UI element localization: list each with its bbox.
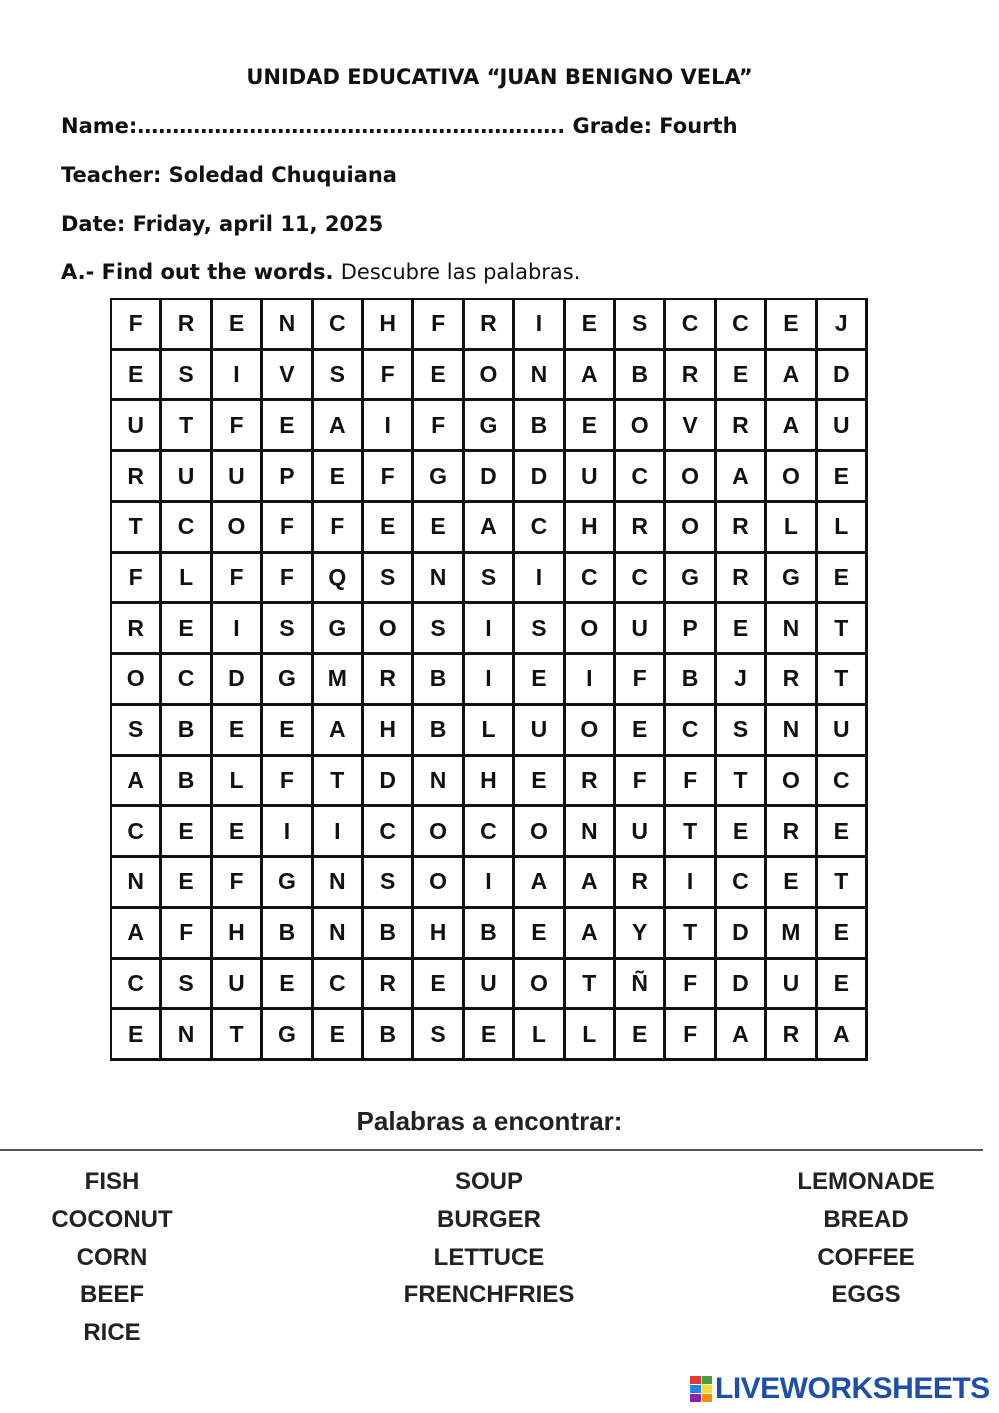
grid-cell[interactable]: F [211, 399, 262, 451]
grid-cell[interactable]: T [664, 907, 715, 959]
grid-cell[interactable]: I [463, 856, 514, 908]
word-list-item: FRENCHFRIES [403, 1281, 575, 1309]
grid-cell[interactable]: R [664, 349, 715, 401]
grid-cell[interactable]: U [816, 704, 867, 756]
grid-cell[interactable]: D [211, 653, 262, 705]
grid-cell[interactable]: P [261, 450, 312, 502]
grid-cell[interactable]: E [211, 298, 262, 350]
grid-cell[interactable]: B [664, 653, 715, 705]
grid-cell[interactable]: A [110, 755, 161, 807]
word-list-item: LETTUCE [433, 1243, 545, 1271]
grid-cell[interactable]: H [362, 704, 413, 756]
grid-cell[interactable]: B [463, 907, 514, 959]
grid-cell[interactable]: A [715, 450, 766, 502]
grid-cell[interactable]: N [160, 1008, 211, 1060]
grid-cell[interactable]: L [765, 501, 816, 553]
grid-cell[interactable]: S [312, 349, 363, 401]
grid-cell[interactable]: F [664, 755, 715, 807]
grid-cell[interactable]: C [564, 552, 615, 604]
grid-cell[interactable]: S [362, 552, 413, 604]
grid-cell[interactable]: U [211, 450, 262, 502]
grid-cell[interactable]: G [261, 1008, 312, 1060]
grid-cell[interactable]: B [160, 704, 211, 756]
grid-cell[interactable]: N [110, 856, 161, 908]
grid-cell[interactable]: E [160, 805, 211, 857]
grid-cell[interactable]: I [312, 805, 363, 857]
grid-cell[interactable]: J [816, 298, 867, 350]
grid-cell[interactable]: F [110, 552, 161, 604]
word-list-item: FISH [84, 1168, 140, 1195]
grid-cell[interactable]: E [160, 856, 211, 908]
grid-cell[interactable]: L [211, 755, 262, 807]
word-list-item: COCONUT [51, 1205, 173, 1233]
grid-cell[interactable]: O [564, 602, 615, 654]
grid-cell[interactable]: O [765, 755, 816, 807]
grid-cell[interactable]: E [614, 1008, 665, 1060]
grid-cell[interactable]: P [664, 602, 715, 654]
grid-cell[interactable]: G [412, 450, 463, 502]
grid-cell[interactable]: C [816, 755, 867, 807]
word-list-item: SOUP [454, 1168, 523, 1195]
grid-cell[interactable]: O [664, 450, 715, 502]
grid-cell[interactable]: A [110, 907, 161, 959]
grid-cell[interactable]: L [463, 704, 514, 756]
grid-cell[interactable]: M [312, 653, 363, 705]
liveworksheets-logo [690, 1372, 990, 1406]
grid-cell[interactable]: E [513, 907, 564, 959]
grid-cell[interactable]: N [765, 704, 816, 756]
grid-cell[interactable]: G [261, 653, 312, 705]
grid-cell[interactable]: G [664, 552, 715, 604]
grid-cell[interactable]: N [564, 805, 615, 857]
grid-cell[interactable]: E [564, 399, 615, 451]
grid-cell[interactable]: E [261, 958, 312, 1010]
grid-cell[interactable]: R [614, 501, 665, 553]
grid-cell[interactable]: O [362, 602, 413, 654]
instruction [61, 259, 580, 285]
grid-cell[interactable]: F [614, 755, 665, 807]
grid-cell[interactable]: U [110, 399, 161, 451]
word-list-item: BEEF [79, 1281, 144, 1309]
grid-cell[interactable]: C [614, 552, 665, 604]
word-list-title: Palabras a encontrar: [356, 1106, 623, 1136]
grid-cell[interactable]: D [715, 907, 766, 959]
grid-cell[interactable]: E [614, 704, 665, 756]
grid-cell[interactable]: U [463, 958, 514, 1010]
grid-cell[interactable]: A [564, 349, 615, 401]
grid-cell[interactable]: C [463, 805, 514, 857]
grid-cell[interactable]: S [715, 704, 766, 756]
grid-cell[interactable]: L [564, 1008, 615, 1060]
grid-cell[interactable]: U [765, 958, 816, 1010]
grid-cell[interactable]: E [312, 1008, 363, 1060]
grid-cell[interactable]: A [765, 399, 816, 451]
instruction-bold: A.- Find out the words. [61, 260, 334, 284]
grid-cell[interactable]: R [362, 653, 413, 705]
grid-cell[interactable]: E [261, 399, 312, 451]
grid-cell[interactable]: N [312, 907, 363, 959]
grid-cell[interactable]: A [816, 1008, 867, 1060]
grid-cell[interactable]: N [312, 856, 363, 908]
grid-cell[interactable]: G [312, 602, 363, 654]
grid-cell[interactable]: M [765, 907, 816, 959]
grid-cell[interactable]: H [564, 501, 615, 553]
grid-cell[interactable]: T [160, 399, 211, 451]
grid-cell[interactable]: N [261, 298, 312, 350]
grid-cell[interactable]: B [261, 907, 312, 959]
grid-cell[interactable]: N [765, 602, 816, 654]
grid-cell[interactable]: S [614, 298, 665, 350]
grid-cell[interactable]: C [312, 958, 363, 1010]
grid-cell[interactable]: T [312, 755, 363, 807]
word-list-item: COFFEE [817, 1243, 915, 1271]
grid-cell[interactable]: C [664, 298, 715, 350]
grid-cell[interactable]: Ñ [614, 958, 665, 1010]
grid-cell[interactable]: E [715, 349, 766, 401]
grid-cell[interactable]: D [362, 755, 413, 807]
grid-cell[interactable]: T [816, 653, 867, 705]
grid-cell[interactable]: C [614, 450, 665, 502]
grid-cell[interactable]: R [765, 653, 816, 705]
grid-cell[interactable]: U [513, 704, 564, 756]
grid-cell[interactable]: S [362, 856, 413, 908]
grid-cell[interactable]: O [412, 856, 463, 908]
grid-cell[interactable]: S [412, 602, 463, 654]
grid-cell[interactable]: R [362, 958, 413, 1010]
grid-cell[interactable]: C [160, 501, 211, 553]
grid-cell[interactable]: U [160, 450, 211, 502]
grid-cell[interactable]: O [412, 805, 463, 857]
grid-cell[interactable]: T [664, 805, 715, 857]
grid-cell[interactable]: S [160, 958, 211, 1010]
grid-cell[interactable]: C [312, 298, 363, 350]
grid-cell[interactable]: L [160, 552, 211, 604]
grid-cell[interactable]: J [715, 653, 766, 705]
instruction-translation: Descubre las palabras. [340, 260, 581, 284]
grid-cell[interactable]: B [614, 349, 665, 401]
grid-cell[interactable]: E [715, 602, 766, 654]
grid-cell[interactable]: S [160, 349, 211, 401]
grid-cell[interactable]: G [765, 552, 816, 604]
grid-cell[interactable]: O [513, 958, 564, 1010]
grid-cell[interactable]: B [160, 755, 211, 807]
grid-cell[interactable]: F [261, 501, 312, 553]
grid-cell[interactable]: N [513, 349, 564, 401]
grid-cell[interactable]: C [160, 653, 211, 705]
grid-cell[interactable]: C [362, 805, 413, 857]
grid-cell[interactable]: O [513, 805, 564, 857]
grid-cell[interactable]: F [362, 450, 413, 502]
grid-cell[interactable]: A [564, 856, 615, 908]
grid-cell[interactable]: U [816, 399, 867, 451]
grid-cell[interactable]: E [110, 1008, 161, 1060]
grid-cell[interactable]: R [765, 805, 816, 857]
grid-cell[interactable]: I [362, 399, 413, 451]
grid-cell[interactable]: U [614, 805, 665, 857]
grid-cell[interactable]: A [715, 1008, 766, 1060]
grid-cell[interactable]: H [412, 907, 463, 959]
grid-cell[interactable]: B [362, 907, 413, 959]
word-list-item: LEMONADE [797, 1168, 935, 1195]
grid-cell[interactable]: T [564, 958, 615, 1010]
grid-cell[interactable]: L [513, 1008, 564, 1060]
grid-cell[interactable]: O [564, 704, 615, 756]
grid-cell[interactable]: S [412, 1008, 463, 1060]
grid-cell[interactable]: G [261, 856, 312, 908]
grid-cell[interactable]: E [816, 450, 867, 502]
grid-cell[interactable]: E [513, 755, 564, 807]
grid-cell[interactable]: I [463, 653, 514, 705]
grid-cell[interactable]: F [664, 958, 715, 1010]
grid-cell[interactable]: F [211, 552, 262, 604]
grid-cell[interactable]: E [816, 907, 867, 959]
grid-cell[interactable]: E [362, 501, 413, 553]
grid-cell[interactable]: B [362, 1008, 413, 1060]
word-list-column-2 [369, 1163, 609, 1314]
grid-cell[interactable]: T [211, 1008, 262, 1060]
grid-cell[interactable]: E [261, 704, 312, 756]
grid-cell[interactable]: C [715, 298, 766, 350]
grid-cell[interactable]: R [715, 552, 766, 604]
grid-cell[interactable]: R [463, 298, 514, 350]
word-list-item: RICE [83, 1319, 141, 1347]
grid-cell[interactable]: L [816, 501, 867, 553]
grid-cell[interactable]: F [664, 1008, 715, 1060]
teacher-line: Teacher: Soledad Chuquiana [61, 163, 397, 187]
grid-cell[interactable]: D [463, 450, 514, 502]
grid-cell[interactable]: N [412, 552, 463, 604]
grid-cell[interactable]: I [211, 349, 262, 401]
grid-cell[interactable]: F [211, 856, 262, 908]
grid-cell[interactable]: A [463, 501, 514, 553]
grid-cell[interactable]: F [312, 501, 363, 553]
grid-cell[interactable]: T [816, 856, 867, 908]
liveworksheets-icon [690, 1376, 712, 1402]
grid-cell[interactable]: O [664, 501, 715, 553]
grid-cell[interactable]: O [463, 349, 514, 401]
grid-cell[interactable]: I [211, 602, 262, 654]
grid-cell[interactable]: F [160, 907, 211, 959]
grid-cell[interactable]: R [715, 501, 766, 553]
date-line: Date: Friday, april 11, 2025 [61, 212, 384, 236]
grid-cell[interactable]: E [412, 958, 463, 1010]
grid-cell[interactable]: I [664, 856, 715, 908]
grid-cell[interactable]: O [765, 450, 816, 502]
grid-cell[interactable]: R [160, 298, 211, 350]
grid-cell[interactable]: I [261, 805, 312, 857]
grid-cell[interactable]: C [664, 704, 715, 756]
word-list-column-3 [746, 1163, 986, 1314]
grid-cell[interactable]: D [513, 450, 564, 502]
grid-cell[interactable]: Y [614, 907, 665, 959]
grid-cell[interactable]: E [816, 958, 867, 1010]
grid-cell[interactable]: V [261, 349, 312, 401]
grid-cell[interactable]: O [614, 399, 665, 451]
grid-cell[interactable]: E [160, 602, 211, 654]
grid-cell[interactable]: H [211, 907, 262, 959]
grid-cell[interactable]: H [362, 298, 413, 350]
grid-cell[interactable]: D [715, 958, 766, 1010]
grid-cell[interactable]: T [110, 501, 161, 553]
grid-cell[interactable]: I [564, 653, 615, 705]
grid-cell[interactable]: E [564, 298, 615, 350]
grid-cell[interactable]: H [463, 755, 514, 807]
grid-cell[interactable]: I [463, 602, 514, 654]
grid-cell[interactable]: A [765, 349, 816, 401]
grid-cell[interactable]: E [412, 349, 463, 401]
word-list-item: BURGER [436, 1205, 541, 1233]
grid-cell[interactable]: E [211, 704, 262, 756]
grid-cell[interactable]: A [513, 856, 564, 908]
grid-cell[interactable]: F [110, 298, 161, 350]
grid-cell[interactable]: C [110, 958, 161, 1010]
grid-cell[interactable]: R [715, 399, 766, 451]
name-grade-line: Name:……………………………………………………. Grade: Fourth [61, 114, 738, 138]
grid-cell[interactable]: B [412, 704, 463, 756]
grid-cell[interactable]: C [715, 856, 766, 908]
grid-cell[interactable]: R [564, 755, 615, 807]
word-list-column-1 [0, 1163, 232, 1352]
grid-cell[interactable]: V [664, 399, 715, 451]
grid-cell[interactable]: C [110, 805, 161, 857]
grid-cell[interactable]: F [261, 552, 312, 604]
grid-cell[interactable]: R [614, 856, 665, 908]
word-list-item: BREAD [823, 1205, 909, 1233]
grid-cell[interactable]: I [513, 298, 564, 350]
grid-cell[interactable]: G [463, 399, 514, 451]
grid-cell[interactable]: R [110, 602, 161, 654]
grid-cell[interactable]: R [765, 1008, 816, 1060]
word-list-divider [0, 1149, 983, 1151]
grid-cell[interactable]: Q [312, 552, 363, 604]
grid-cell[interactable]: S [261, 602, 312, 654]
grid-cell[interactable]: F [362, 349, 413, 401]
grid-cell[interactable]: B [513, 399, 564, 451]
grid-cell[interactable]: C [513, 501, 564, 553]
grid-cell[interactable]: U [614, 602, 665, 654]
grid-cell[interactable]: E [463, 1008, 514, 1060]
logo-text: LIVEWORKSHEETS [715, 1372, 990, 1405]
grid-cell[interactable]: E [816, 552, 867, 604]
school-title: UNIDAD EDUCATIVA “JUAN BENIGNO VELA” [246, 65, 753, 89]
grid-cell[interactable]: E [110, 349, 161, 401]
grid-cell[interactable]: O [110, 653, 161, 705]
grid-cell[interactable]: U [564, 450, 615, 502]
grid-cell[interactable]: N [412, 755, 463, 807]
grid-cell[interactable]: S [110, 704, 161, 756]
grid-cell[interactable]: S [463, 552, 514, 604]
grid-cell[interactable]: I [513, 552, 564, 604]
grid-cell[interactable]: A [312, 704, 363, 756]
grid-cell[interactable]: E [765, 298, 816, 350]
grid-cell[interactable]: E [412, 501, 463, 553]
grid-cell[interactable]: F [614, 653, 665, 705]
grid-cell[interactable]: E [312, 450, 363, 502]
grid-cell[interactable]: F [412, 399, 463, 451]
grid-cell[interactable]: R [110, 450, 161, 502]
grid-cell[interactable]: A [312, 399, 363, 451]
grid-cell[interactable]: U [211, 958, 262, 1010]
grid-cell[interactable]: E [715, 805, 766, 857]
grid-cell[interactable]: T [715, 755, 766, 807]
grid-cell[interactable]: B [412, 653, 463, 705]
grid-cell[interactable]: D [816, 349, 867, 401]
grid-cell[interactable]: S [513, 602, 564, 654]
word-list-item: CORN [76, 1243, 148, 1271]
word-list-item: EGGS [831, 1281, 901, 1309]
grid-cell[interactable]: F [412, 298, 463, 350]
grid-cell[interactable]: E [211, 805, 262, 857]
word-search-grid [110, 298, 868, 1061]
grid-cell[interactable]: O [211, 501, 262, 553]
grid-cell[interactable]: F [261, 755, 312, 807]
grid-cell[interactable]: A [564, 907, 615, 959]
grid-cell[interactable]: E [816, 805, 867, 857]
grid-cell[interactable]: T [816, 602, 867, 654]
grid-cell[interactable]: E [513, 653, 564, 705]
grid-cell[interactable]: E [765, 856, 816, 908]
